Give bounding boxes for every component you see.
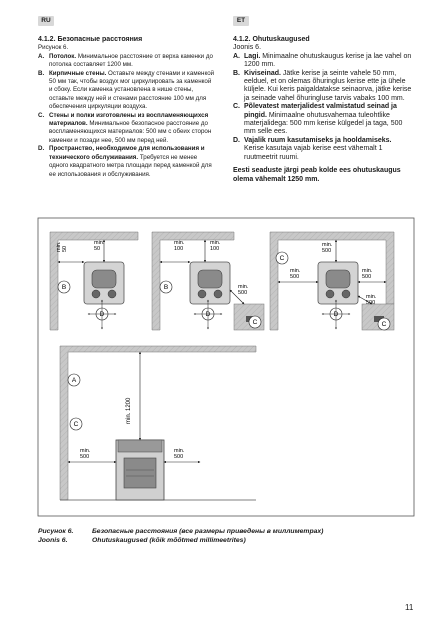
dimension-label: min.: [80, 448, 91, 454]
item-text: Kerise kasutaja vajab kerise eest vähemalt 1 ruutmeetrit ruumi.: [244, 145, 383, 161]
label-c: C: [73, 421, 79, 428]
dimension-label: min.: [56, 241, 62, 252]
dimension-label: 50: [94, 246, 101, 252]
label-d: D: [205, 311, 211, 318]
heater-knob: [342, 290, 350, 298]
dimension-label: min. 1200: [126, 397, 132, 424]
item-text: Минимальное расстояние от верха каменки до потолка составляет 1200 мм.: [49, 52, 213, 69]
item-letter: D.: [38, 145, 45, 153]
caption-number-ru: Рисунок 6.: [38, 528, 74, 535]
heater-knob: [198, 290, 206, 298]
section-heading: 4.1.2. Безопасные расстояния: [38, 36, 143, 43]
dimension-label: min.: [210, 240, 221, 246]
caption-number-et: Joonis 6.: [38, 536, 68, 544]
heater-knob: [326, 290, 334, 298]
dimension-label: 500: [174, 454, 184, 460]
item-letter: C.: [233, 103, 240, 111]
item-text: Minimaalne ohutuskaugus kerise ja lae vahel on 1200 mm.: [244, 52, 412, 69]
dimension-label: min.: [362, 268, 373, 274]
item-letter: A.: [233, 52, 240, 60]
dimension-label: min.: [94, 240, 105, 246]
diagram-wall-niche: [152, 232, 264, 330]
language-tag-ru: RU: [38, 16, 54, 26]
label-c: C: [252, 319, 258, 326]
stone-compartment: [92, 270, 116, 288]
item-letter: B.: [233, 69, 240, 77]
dimension-label: 500: [80, 454, 90, 460]
item-text: Jätke kerise ja seinte vahele 50 mm, eelduel, et on olemas õhuringlus kerise ette ja ühele küljele. Kui keris paigaldatakse seinaorva, jätke kerise ja seinade vahel õhuringluse tarvis vabaks 100 mm.: [244, 69, 412, 102]
dimension-label: 50: [62, 245, 68, 252]
stone-compartment: [326, 270, 350, 288]
page-number: 11: [405, 603, 414, 612]
item-letter: C.: [38, 111, 45, 119]
dimension-label: min.: [174, 448, 185, 454]
item-text: Требуется не менее одного квадратного метра площади перед каменкой для ее использования и обслуживания.: [49, 153, 212, 178]
diagram-brick-walls: [50, 232, 138, 330]
item-text: Оставьте между стенами и каменкой 50 мм так, чтобы воздух мог циркулировать за каменкой и сбоку. Если каменка установлена в нише стены, оставьте между ней и стенами расстояние 100 мм для обеспечения циркуляции воздуха.: [49, 69, 215, 111]
dimension-label: min.: [290, 268, 301, 274]
dimension-label: 100: [174, 246, 184, 252]
dimension-label: 500: [366, 300, 376, 306]
label-d: D: [333, 311, 339, 318]
heater-knob: [214, 290, 222, 298]
dimension-label: 500: [290, 274, 300, 280]
stone-compartment: [198, 270, 222, 288]
label-c: C: [381, 321, 387, 328]
item-title: Потолок.: [49, 52, 77, 60]
item-title: Vajalik ruum kasutamiseks ja hooldamiseks.: [244, 136, 392, 144]
figure-caption: [38, 528, 323, 545]
item-title: Пространство, необходимое для использования и технического обслуживания.: [49, 145, 205, 161]
dimension-label: 500: [322, 248, 332, 254]
dimension-label: 100: [210, 246, 220, 252]
dimension-label: 500: [362, 274, 372, 280]
legal-notice: Eesti seaduste järgi peab kolde ees ohutuskaugus olema vähemalt 1250 mm.: [233, 167, 401, 183]
dimension-label: min.: [174, 240, 185, 246]
diagram-side-elevation: [60, 346, 256, 500]
dimension-label: min.: [322, 242, 333, 248]
item-text: Минимальное безопасное расстояние до воспламеняющихся материалов: 500 мм с обеих сторон каменки и позади нее, 500 мм перед ней.: [49, 120, 212, 144]
dimension-label: min.: [238, 284, 249, 290]
heater-knob: [108, 290, 116, 298]
dimension-label: min.: [366, 294, 377, 300]
dimension-label: 500: [238, 290, 248, 296]
diagram-combustible-walls: [270, 232, 394, 330]
item-letter: D.: [233, 136, 240, 144]
label-c: C: [279, 255, 285, 262]
item-title: Стены и полки изготовлены из воспламеняющихся материалов.: [49, 111, 209, 128]
figure-reference: Рисунок 6.: [38, 44, 69, 52]
heater-knob: [92, 290, 100, 298]
section-heading: 4.1.2. Ohutuskaugused: [233, 36, 310, 43]
item-letter: B.: [38, 69, 45, 77]
figure-reference: Joonis 6.: [233, 44, 262, 52]
label-b: B: [61, 284, 67, 291]
stones-layer: [118, 440, 162, 452]
item-text: Minimaalne ohutusvahemaa tuleohtlike materjalidega: 500 mm kerise külgedel ja taga, 500 mm selle ees.: [244, 111, 403, 136]
heater-door: [124, 458, 156, 488]
caption-text-ru: Безопасные расстояния (все размеры приведены в миллиметрах): [92, 528, 324, 535]
label-d: D: [99, 311, 105, 318]
item-title: Lagi.: [244, 52, 261, 60]
label-b: B: [163, 284, 169, 291]
label-a: A: [71, 377, 77, 384]
item-title: Kiviseinad.: [244, 69, 281, 77]
item-title: Põlevatest materjalidest valmistatud seinad ja pingid.: [244, 103, 397, 119]
item-title: Кирпичные стены.: [49, 69, 107, 77]
caption-text-et: Ohutuskaugused (kõik mõõtmed millimeetrites): [92, 536, 246, 544]
item-letter: A.: [38, 52, 45, 60]
language-tag-et: ET: [233, 16, 249, 26]
